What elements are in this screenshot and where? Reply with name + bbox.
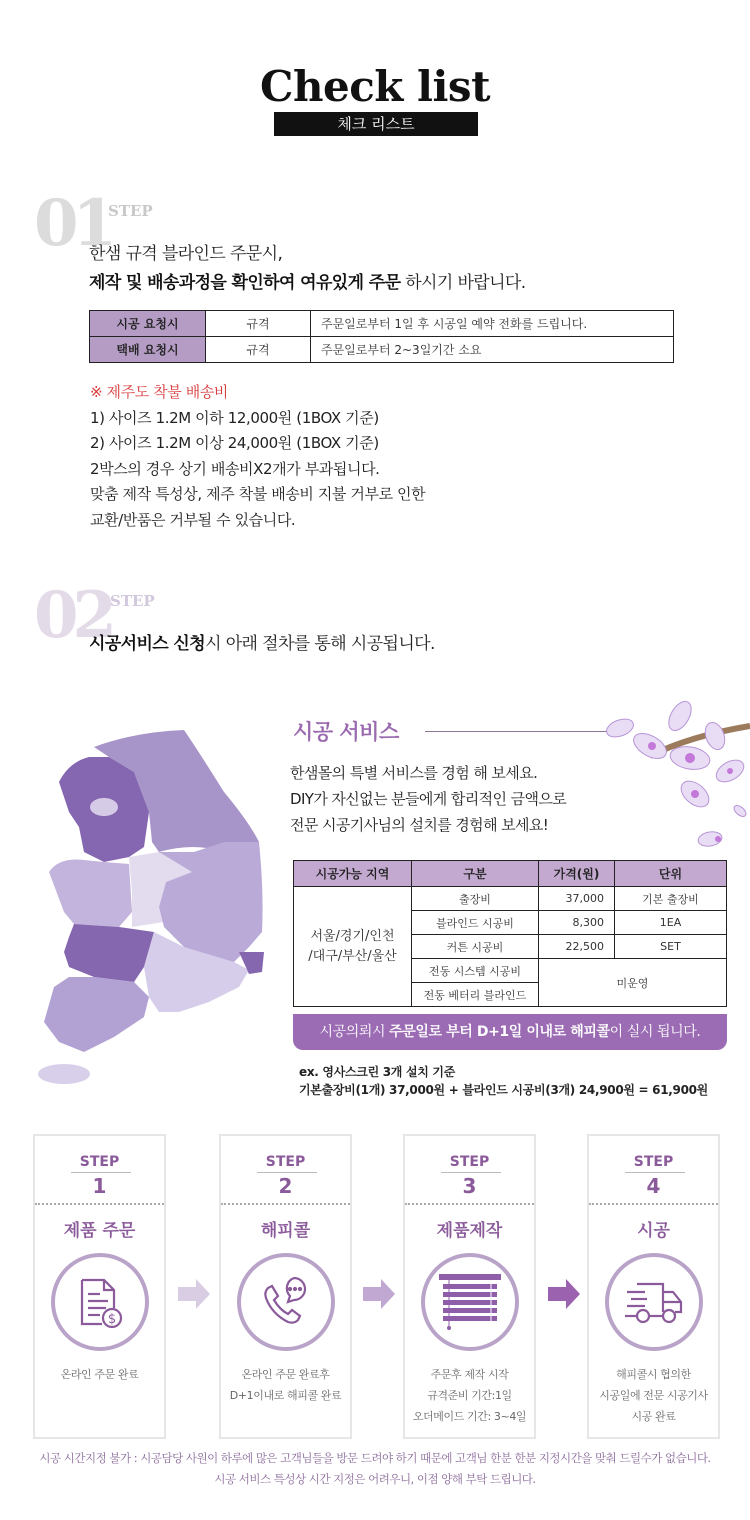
page-subtitle: 체크 리스트 [274, 112, 478, 136]
note-line: 교환/반품은 거부될 수 있습니다. [90, 510, 296, 529]
price-cell: 8,300 [539, 911, 615, 935]
item-cell: 전동 베터리 블라인드 [412, 983, 539, 1007]
korea-map-icon [34, 712, 274, 1092]
desc-line: 해피콜시 협의한 [616, 1368, 691, 1381]
process-step-card [587, 1134, 720, 1439]
step1-lead-rest: 하시기 바랍니다. [400, 273, 526, 293]
step-label: STEP [79, 1154, 120, 1170]
step-title: 제품 주문 [63, 1221, 136, 1241]
notes-heading: ※ 제주도 착불 배송비 [90, 383, 228, 401]
desc-line: D+1이내로 해피콜 완료 [229, 1389, 342, 1402]
example-line: ex. 영사스크린 3개 설치 기준 [299, 1065, 456, 1079]
step-number: 2 [278, 1174, 293, 1198]
happy-call-banner [293, 1014, 727, 1050]
service-title: 시공 서비스 [293, 720, 399, 744]
col-header-category: 구분 [412, 861, 539, 887]
step-number: 1 [92, 1174, 107, 1198]
table-row [90, 311, 674, 337]
page-title: Check list [260, 62, 490, 111]
step-label: STEP [633, 1154, 674, 1170]
unit-cell: 기본 출장비 [615, 887, 727, 911]
order-type-cell: 택배 요청시 [90, 337, 206, 363]
note-line: 맞춤 제작 특성상, 제주 착불 배송비 지불 거부로 인한 [90, 485, 426, 503]
item-cell: 블라인드 시공비 [412, 911, 539, 935]
desc-line: 주문후 제작 시작 [430, 1368, 509, 1381]
step-number: 4 [646, 1174, 661, 1198]
step-description [405, 1364, 534, 1427]
spec-cell: 규격 [206, 311, 311, 337]
col-header-region: 시공가능 지역 [294, 861, 412, 887]
step-description [221, 1364, 350, 1406]
step-label: STEP [449, 1154, 490, 1170]
phone-chat-icon [237, 1253, 335, 1351]
banner-text-bold: 주문일로 부터 D+1일 이내로 해피콜 [389, 1024, 610, 1040]
example-line: 기본출장비(1개) 37,000원 + 블라인드 시공비(3개) 24,900원 = 61,900원 [299, 1083, 708, 1097]
process-step-card [33, 1134, 166, 1439]
step2-number: 02 [34, 578, 112, 653]
step1-label: STEP [108, 202, 153, 220]
dotted-divider [405, 1203, 534, 1205]
region-line: /대구/부산/울산 [308, 948, 397, 964]
banner-text: 시공의뢰시 [319, 1024, 390, 1040]
step-title: 제품제작 [436, 1221, 503, 1241]
item-cell: 전동 시스템 시공비 [412, 959, 539, 983]
step-title: 시공 [637, 1221, 670, 1241]
order-type-cell: 시공 요청시 [90, 311, 206, 337]
process-step-card [403, 1134, 536, 1439]
step2-label: STEP [110, 592, 155, 610]
step-description [589, 1364, 718, 1427]
title-divider [425, 731, 610, 732]
note-line: 2) 사이즈 1.2M 이상 24,000원 (1BOX 기준) [90, 434, 379, 452]
delivery-truck-icon [605, 1253, 703, 1351]
dotted-divider [589, 1203, 718, 1205]
blinds-icon [421, 1253, 519, 1351]
step-underline [441, 1172, 501, 1173]
footer-notice [0, 1448, 750, 1490]
service-desc-line: 전문 시공기사님의 설치를 경험해 보세요! [290, 816, 549, 834]
table-row [90, 337, 674, 363]
price-cell: 22,500 [539, 935, 615, 959]
step1-lead-line2 [89, 268, 526, 293]
region-line: 서울/경기/인천 [310, 928, 395, 944]
svg-text:$: $ [107, 1312, 117, 1327]
arrow-right-icon [178, 1279, 210, 1309]
service-desc-line: 한샘몰의 특별 서비스를 경험 해 보세요. [290, 764, 538, 782]
step2-lead [89, 629, 435, 654]
service-description [290, 760, 566, 838]
dotted-divider [221, 1203, 350, 1205]
unoperated-cell: 미운영 [539, 959, 727, 1007]
step-underline [71, 1172, 131, 1173]
note-line: 1) 사이즈 1.2M 이하 12,000원 (1BOX 기준) [90, 408, 379, 427]
step1-lead-line1: 한샘 규격 블라인드 주문시, [89, 244, 283, 264]
desc-line: 온라인 주문 완료 [60, 1368, 139, 1381]
step-label: STEP [265, 1154, 306, 1170]
note-line: 2박스의 경우 상기 배송비X2개가 부과됩니다. [90, 459, 380, 478]
unit-cell: SET [615, 935, 727, 959]
desc-line: 규격준비 기간:1일 [427, 1389, 512, 1402]
arrow-right-icon [548, 1279, 580, 1309]
service-desc-line: DIY가 자신없는 분들에게 합리적인 금액으로 [290, 790, 567, 808]
flower-branch-icon [590, 676, 750, 866]
col-header-price: 가격(원) [539, 861, 615, 887]
jeju-shipping-notes [90, 380, 425, 533]
step-number: 3 [462, 1174, 477, 1198]
banner-text: 이 실시 됩니다. [609, 1024, 701, 1040]
table-row [294, 887, 727, 911]
step-title: 해피콜 [260, 1221, 311, 1241]
step-description [35, 1364, 164, 1385]
item-cell: 출장비 [412, 887, 539, 911]
footer-line: 시공 시간지정 불가 : 시공담당 사원이 하루에 많은 고객님들을 방문 드려야 하기 때문에 고객님 한분 한분 지정시간을 맞춰 드릴수가 없습니다. [39, 1451, 711, 1465]
table-header-row [294, 861, 727, 887]
footer-line: 시공 서비스 특성상 시간 지정은 어려우니, 이점 양해 부탁 드립니다. [214, 1472, 536, 1486]
price-cell: 37,000 [539, 887, 615, 911]
unit-cell: 1EA [615, 911, 727, 935]
desc-line: 시공 완료 [631, 1410, 676, 1423]
step-underline [625, 1172, 685, 1173]
order-type-table [89, 310, 674, 363]
process-step-card [219, 1134, 352, 1439]
step2-lead-rest: 시 아래 절차를 통해 시공됩니다. [205, 634, 435, 654]
step-underline [257, 1172, 317, 1173]
dotted-divider [35, 1203, 164, 1205]
service-price-table [293, 860, 727, 1007]
item-cell: 커튼 시공비 [412, 935, 539, 959]
col-header-unit: 단위 [615, 861, 727, 887]
desc-line: 오더메이드 기간: 3~4일 [412, 1410, 527, 1423]
step1-lead-bold: 제작 및 배송과정을 확인하여 여유있게 주문 [89, 273, 401, 293]
desc-cell: 주문일로부터 1일 후 시공일 예약 전화를 드립니다. [311, 311, 674, 337]
spec-cell: 규격 [206, 337, 311, 363]
region-cell [294, 887, 412, 1007]
desc-cell: 주문일로부터 2~3일기간 소요 [311, 337, 674, 363]
step1-number: 01 [34, 186, 112, 261]
invoice-dollar-icon [51, 1253, 149, 1351]
desc-line: 시공일에 전문 시공기사 [599, 1389, 708, 1402]
step2-lead-bold: 시공서비스 신청 [89, 634, 206, 654]
desc-line: 온라인 주문 완료후 [241, 1368, 330, 1381]
arrow-right-icon [363, 1279, 395, 1309]
price-example [299, 1063, 708, 1099]
